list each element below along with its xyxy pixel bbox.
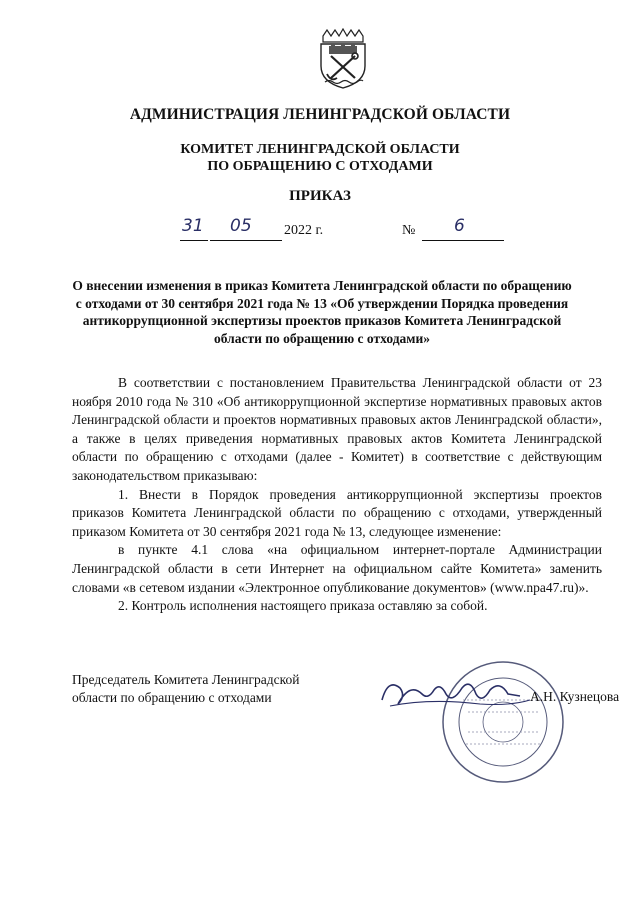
date-year: 2022 г.	[284, 223, 324, 238]
document-type-heading: ПРИКАЗ	[289, 188, 351, 204]
administration-heading: АДМИНИСТРАЦИЯ ЛЕНИНГРАДСКОЙ ОБЛАСТИ	[129, 106, 511, 123]
committee-heading	[0, 141, 640, 175]
date-day-value: 31	[182, 216, 204, 236]
signatory-position-line1: Председатель Комитета Ленинградской	[72, 672, 300, 687]
date-number-line	[160, 216, 520, 244]
document-body	[72, 374, 602, 616]
date-day-field	[180, 216, 208, 241]
signatory-position	[72, 671, 299, 707]
body-paragraph-3: в пункте 4.1 слова «на официальном интернет-портале Администрации Ленинградской области в сети Интернет на официальном сайте Комитета» заменить словами «в сетевом издании «Электронное опубликование документов» (www.npa47.ru)».	[72, 542, 602, 595]
date-month-value: 05	[230, 216, 252, 236]
coat-of-arms-icon	[317, 28, 369, 90]
number-sign: №	[402, 223, 416, 238]
handwritten-signature-icon	[370, 660, 570, 790]
body-paragraph-2: 1. Внести в Порядок проведения антикоррупционной экспертизы проектов приказов Комитета Ленинградской области по обращению с отходами, утвержденный приказом Комитета от 30 сентября 2021 года № 13, следующее изменение:	[72, 486, 602, 539]
body-paragraph-4: 2. Контроль исполнения настоящего приказа оставляю за собой.	[118, 598, 488, 614]
signatory-name: А.Н. Кузнецова	[530, 689, 620, 704]
order-number-value: 6	[454, 216, 465, 236]
body-paragraph-1: В соответствии с постановлением Правительства Ленинградской области от 23 ноября 2010 года № 310 «Об антикоррупционной экспертизе нормативных правовых актов Ленинградской области и проектов нормативных правовых актов Ленинградской области», а также в целях приведения нормативных правовых актов Комитета Ленинградской области по обращению с отходами (далее - Комитет) в соответствие с действующим законодательством приказываю:	[72, 375, 602, 483]
committee-heading-line2: ПО ОБРАЩЕНИЮ С ОТХОДАМИ	[207, 159, 433, 174]
signatory-position-line2: области по обращению с отходами	[72, 690, 272, 705]
committee-heading-line1: КОМИТЕТ ЛЕНИНГРАДСКОЙ ОБЛАСТИ	[180, 142, 460, 157]
document-title: О внесении изменения в приказ Комитета Ленинградской области по обращению с отходами от 30 сентября 2021 года № 13 «Об утверждении Порядка проведения антикоррупционной экспертизы проектов приказов Комитета Ленинградской области по обращению с отходами»	[72, 278, 572, 346]
order-number-field	[422, 216, 504, 241]
date-month-field	[210, 216, 282, 241]
